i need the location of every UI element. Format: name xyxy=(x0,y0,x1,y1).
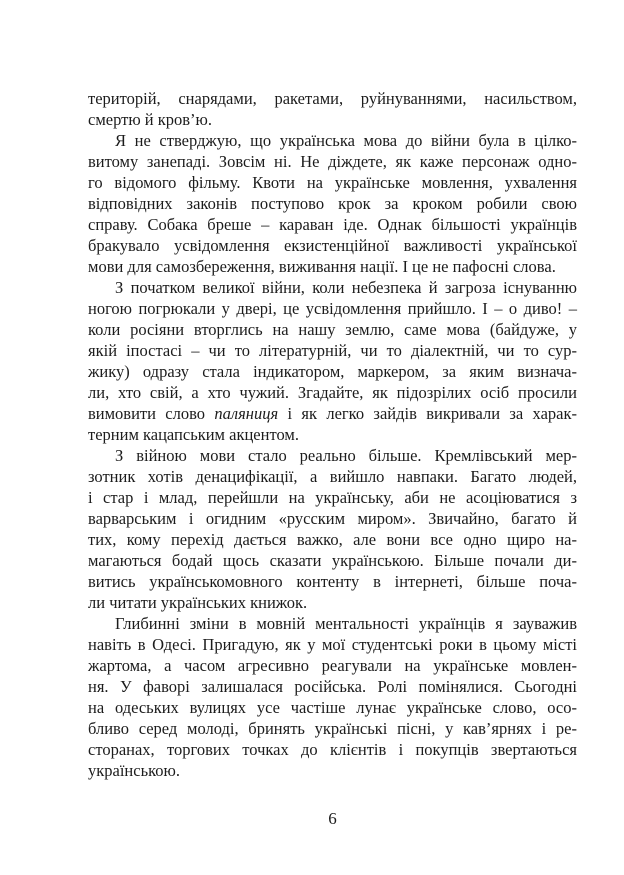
text-line: якій іпостасі – чи то літературній, чи то діалектній, чи то сур- xyxy=(88,341,577,360)
text-line: терним кацапським акцентом. xyxy=(88,425,299,444)
text-line: навіть в Одесі. Пригадую, як у мої студентські роки в цьому місті xyxy=(88,635,577,654)
text-line: ногою погрюкали у двері, це усвідомлення прийшло. І – о диво! – xyxy=(88,299,577,318)
text-line: сторанах, торгових точках до клієнтів і покупців звертаються xyxy=(88,740,577,759)
text-line: бливо серед молоді, бринять українські пісні, у кав’ярнях і ре- xyxy=(88,719,577,738)
text-line: го відомого фільму. Квоти на українське мовлення, ухвалення xyxy=(88,173,577,192)
text-line: варварським і огидним «русским миром». Звичайно, багато й xyxy=(88,509,577,528)
paragraph xyxy=(88,130,577,277)
text-line: мови для самозбереження, виживання нації. І це не пафосні слова. xyxy=(88,257,556,276)
paragraph xyxy=(88,445,577,613)
paragraph xyxy=(88,88,577,130)
text-line: коли росіяни вторглись на нашу землю, саме мова (байдуже, у xyxy=(88,320,577,339)
text-line: і стар і млад, перейшли на українську, аби не асоціюватися з xyxy=(88,488,577,507)
text-line: ня. У фаворі залишалася російська. Ролі помінялися. Сьогодні xyxy=(88,677,577,696)
text-line: магаються бодай щось сказати українською. Більше почали ди- xyxy=(88,551,577,570)
text-line: на одеських вулицях усе частіше лунає українське слово, осо- xyxy=(88,698,577,717)
paragraph xyxy=(88,613,577,781)
text-line: вимовити слово паляниця і як легко зайдів викривали за харак- xyxy=(88,404,577,423)
text-line: територій, снарядами, ракетами, руйнуваннями, насильством, xyxy=(88,89,577,108)
text-line: бракувало усвідомлення екзистенційної важливості української xyxy=(88,236,577,255)
text-line: жику) одразу стала індикатором, маркером, за яким визнача- xyxy=(88,362,577,381)
text-block xyxy=(88,88,577,781)
text-line: З початком великої війни, коли небезпека й загроза існуванню xyxy=(115,278,577,297)
text-line: ли, хто свій, а хто чужий. Згадайте, як підозрілих осіб просили xyxy=(88,383,577,402)
text-line: Глибинні зміни в мовній ментальності українців я зауважив xyxy=(115,614,577,633)
text-line: справу. Собака бреше – караван іде. Однак більшості українців xyxy=(88,215,577,234)
text-line: зотник хотів денацифікації, а вийшло навпаки. Багато людей, xyxy=(88,467,577,486)
text-line: ли читати українських книжок. xyxy=(88,593,308,612)
text-line: витому занепаді. Зовсім ні. Не діждете, як каже персонаж одно- xyxy=(88,152,577,171)
text-line: відповідних законів поступово крок за кроком робили свою xyxy=(88,194,577,213)
text-line: українською. xyxy=(88,761,180,780)
text-line: витись українськомовного контенту в інтернеті, більше поча- xyxy=(88,572,577,591)
text-line: З війною мови стало реально більше. Кремлівський мер- xyxy=(115,446,577,465)
page-number: 6 xyxy=(328,809,337,828)
text-line: жартома, а часом агресивно реагували на українське мовлен- xyxy=(88,656,577,675)
italic-word: паляниця xyxy=(214,404,279,423)
text-line: Я не стверджую, що українська мова до війни була в цілко- xyxy=(115,131,577,150)
text-line: тих, кому перехід дається важко, але вони все одно щиро на- xyxy=(88,530,577,549)
paragraph xyxy=(88,277,577,445)
text-line: смертю й кров’ю. xyxy=(88,110,212,129)
